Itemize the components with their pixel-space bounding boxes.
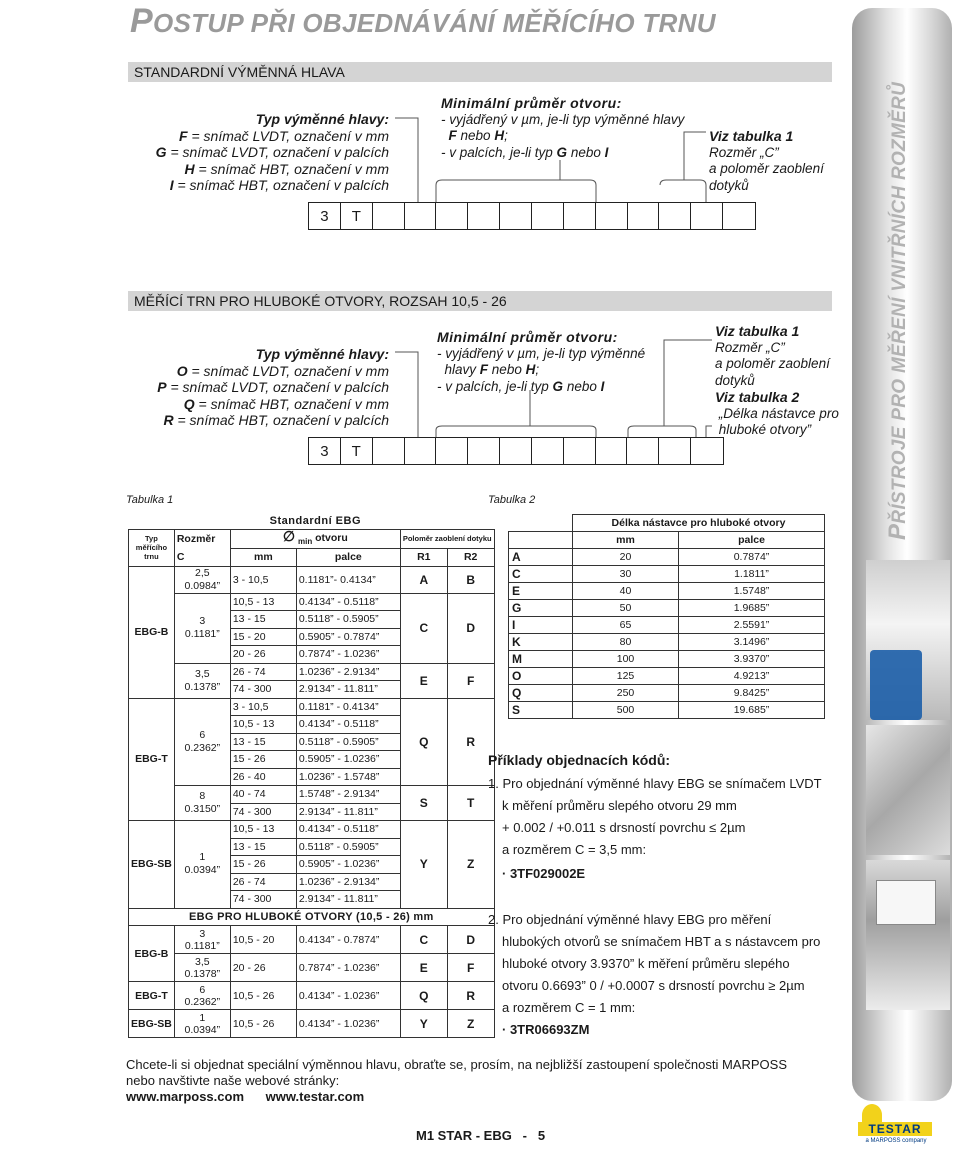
r2-cell: Z xyxy=(447,1010,494,1038)
palce-cell: 1.0236” - 2.9134” xyxy=(296,873,400,891)
mm-cell: 74 - 300 xyxy=(230,681,296,699)
palce-cell: 0.4134” - 1.0236” xyxy=(296,982,400,1010)
mm-cell: 3 - 10,5 xyxy=(230,566,296,593)
palce-cell: 4.9213” xyxy=(679,668,825,685)
mm-cell: 26 - 40 xyxy=(230,768,296,786)
c-cell: 1 0.0394” xyxy=(174,1010,230,1038)
palce-cell: 0.5118” - 0.5905” xyxy=(296,611,400,629)
mm-cell: 100 xyxy=(573,651,679,668)
col-rozmer: Rozměr xyxy=(174,530,230,549)
section-header: MĚŘÍCÍ TRN PRO HLUBOKÉ OTVORY, ROZSAH 10,5 - 26 xyxy=(128,291,832,311)
mm-cell: 13 - 15 xyxy=(230,611,296,629)
mm-cell: 10,5 - 13 xyxy=(230,716,296,734)
mm-cell: 74 - 300 xyxy=(230,803,296,821)
mm-cell: 10,5 - 13 xyxy=(230,821,296,839)
table2-caption: Tabulka 2 xyxy=(488,494,536,506)
table-row xyxy=(129,954,495,982)
r1-cell: E xyxy=(400,663,447,698)
code-cell: O xyxy=(509,668,573,685)
palce-cell: 0.4134” - 0.5118” xyxy=(296,821,400,839)
palce-cell: 2.9134” - 11.811” xyxy=(296,681,400,699)
c-cell: 3 0.1181” xyxy=(174,593,230,663)
example-1-code: · 3TF029002E xyxy=(502,866,586,881)
table-row xyxy=(509,600,825,617)
col-mm: mm xyxy=(230,549,296,567)
table1 xyxy=(128,512,495,1038)
col-mm: mm xyxy=(573,532,679,549)
section2-leader-lines xyxy=(0,300,960,440)
palce-cell: 0.4134” - 0.5118” xyxy=(296,716,400,734)
examples-title: Příklady objednacích kódů: xyxy=(488,752,671,768)
c-cell: 6 0.2362” xyxy=(174,698,230,786)
table1-title: Standardní EBG xyxy=(230,512,400,530)
mm-cell: 15 - 20 xyxy=(230,628,296,646)
section-header: STANDARDNÍ VÝMĚNNÁ HLAVA xyxy=(128,62,832,82)
mm-cell: 40 - 74 xyxy=(230,786,296,804)
table-row xyxy=(129,698,495,716)
table-row xyxy=(509,702,825,719)
table-row xyxy=(509,668,825,685)
mm-cell: 20 xyxy=(573,549,679,566)
palce-cell: 19.685” xyxy=(679,702,825,719)
col-palce: palce xyxy=(296,549,400,567)
table-row xyxy=(129,566,495,593)
c-cell: 3 0.1181” xyxy=(174,926,230,954)
marposs-link[interactable]: www.marposs.com xyxy=(126,1089,244,1104)
mm-cell: 65 xyxy=(573,617,679,634)
palce-cell: 0.5118” - 0.5905” xyxy=(296,838,400,856)
table-row xyxy=(129,926,495,954)
r2-cell: B xyxy=(447,566,494,593)
palce-cell: 0.5905” - 1.0236” xyxy=(296,856,400,874)
code-cell: E xyxy=(509,583,573,600)
palce-cell: 0.7874” xyxy=(679,549,825,566)
palce-cell: 0.5905” - 1.0236” xyxy=(296,751,400,769)
palce-cell: 3.1496” xyxy=(679,634,825,651)
palce-cell: 3.9370” xyxy=(679,651,825,668)
table-row xyxy=(129,786,495,804)
col-palce: palce xyxy=(679,532,825,549)
c-cell: 6 0.2362” xyxy=(174,982,230,1010)
col-typ: Typ měřícího trnu xyxy=(129,530,175,567)
table-row xyxy=(509,617,825,634)
testar-link[interactable]: www.testar.com xyxy=(265,1089,365,1104)
palce-cell: 0.4134” - 0.5118” xyxy=(296,593,400,611)
table-row xyxy=(129,593,495,611)
col-c: C xyxy=(174,549,230,567)
code-cell: G xyxy=(509,600,573,617)
r1-cell: A xyxy=(400,566,447,593)
testar-logo: TESTAR a MARPOSS company xyxy=(856,1104,936,1150)
mm-cell: 15 - 26 xyxy=(230,856,296,874)
table2 xyxy=(508,514,825,719)
mm-cell: 10,5 - 20 xyxy=(230,926,296,954)
palce-cell: 2.5591” xyxy=(679,617,825,634)
code-cell: I xyxy=(509,617,573,634)
table-row xyxy=(129,982,495,1010)
r1-cell: Q xyxy=(400,982,447,1010)
head-type-legend: Typ výměnné hlavy: O = snímač LVDT, označení v mm P = snímač LVDT, označení v palcích Q = snímač HBT, označení v mm R = snímač HBT, označení v palcích xyxy=(157,346,389,428)
col-polomer: Poloměr zaoblení dotyku xyxy=(400,530,494,549)
mm-cell: 500 xyxy=(573,702,679,719)
r2-cell: F xyxy=(447,954,494,982)
palce-cell: 1.5748” xyxy=(679,583,825,600)
typ-cell: EBG-T xyxy=(129,698,175,821)
r2-cell: Z xyxy=(447,821,494,909)
palce-cell: 0.5118” - 0.5905” xyxy=(296,733,400,751)
r1-cell: Q xyxy=(400,698,447,786)
deep-holes-header: EBG PRO HLUBOKÉ OTVORY (10,5 - 26) mm xyxy=(129,908,495,926)
see-table-note: Viz tabulka 1 Rozměr „C” a poloměr zaoblení dotyků xyxy=(709,128,824,193)
mm-cell: 30 xyxy=(573,566,679,583)
palce-cell: 9.8425” xyxy=(679,685,825,702)
table-row xyxy=(509,634,825,651)
mm-cell: 125 xyxy=(573,668,679,685)
table-row xyxy=(509,549,825,566)
mm-cell: 20 - 26 xyxy=(230,954,296,982)
mm-cell: 50 xyxy=(573,600,679,617)
table-row xyxy=(509,583,825,600)
typ-cell: EBG-SB xyxy=(129,1010,175,1038)
c-cell: 2,5 0.0984” xyxy=(174,566,230,593)
palce-cell: 0.4134” - 0.7874” xyxy=(296,926,400,954)
palce-cell: 1.0236” - 1.5748” xyxy=(296,768,400,786)
palce-cell: 0.5905” - 0.7874” xyxy=(296,628,400,646)
r2-cell: R xyxy=(447,698,494,786)
col-r1: R1 xyxy=(400,549,447,567)
code-cell: M xyxy=(509,651,573,668)
table-row xyxy=(129,663,495,681)
example-2: 2. Pro objednání výměnné hlavy EBG pro měření hlubokých otvorů se snímačem HBT a s nástavcem pro hluboké otvory 3.9370” k měření průměru slepého otvoru 0.6693” 0 / +0.0007 s drsností povrchu ≥ 2µm a rozměrem C = 1 mm: · 3TR06693ZM xyxy=(488,909,820,1041)
r2-cell: D xyxy=(447,926,494,954)
order-code-boxes: 3 T xyxy=(308,202,756,230)
mm-cell: 26 - 74 xyxy=(230,663,296,681)
code-cell: K xyxy=(509,634,573,651)
code-cell: S xyxy=(509,702,573,719)
mm-cell: 40 xyxy=(573,583,679,600)
mm-cell: 26 - 74 xyxy=(230,873,296,891)
mm-cell: 250 xyxy=(573,685,679,702)
table-row xyxy=(129,1010,495,1038)
head-type-legend: Typ výměnné hlavy: F = snímač LVDT, označení v mm G = snímač LVDT, označení v palcích H = snímač HBT, označení v mm I = snímač HBT, označení v palcích xyxy=(155,111,389,193)
see-table-note: Viz tabulka 1 Rozměr „C” a poloměr zaoblení dotyků Viz tabulka 2 „Délka nástavce pro hluboké otvory” xyxy=(715,323,839,437)
palce-cell: 0.1181”- 0.4134” xyxy=(296,566,400,593)
table2-title: Délka nástavce pro hluboké otvory xyxy=(573,515,825,532)
palce-cell: 2.9134” - 11.811” xyxy=(296,803,400,821)
table-row xyxy=(509,566,825,583)
product-photo-collage xyxy=(866,560,950,1010)
table1-caption: Tabulka 1 xyxy=(126,494,174,506)
contact-note: Chcete-li si objednat speciální výměnnou hlavu, obraťte se, prosím, na nejbližší zastoupení společnosti MARPOSS nebo navštivte naše webové stránky: www.marposs.com www.testar.com xyxy=(126,1057,787,1104)
palce-cell: 1.9685” xyxy=(679,600,825,617)
c-cell: 3,5 0.1378” xyxy=(174,663,230,698)
palce-cell: 0.4134” - 1.0236” xyxy=(296,1010,400,1038)
r2-cell: T xyxy=(447,786,494,821)
code-cell: A xyxy=(509,549,573,566)
r1-cell: C xyxy=(400,593,447,663)
r1-cell: Y xyxy=(400,821,447,909)
c-cell: 1 0.0394” xyxy=(174,821,230,909)
r2-cell: F xyxy=(447,663,494,698)
r2-cell: D xyxy=(447,593,494,663)
col-r2: R2 xyxy=(447,549,494,567)
min-diameter-note: Minimální průměr otvoru: - vyjádřený v µm, je-li typ výměnné hlavy F nebo H; - v palcích, je-li typ G nebo I xyxy=(437,329,646,394)
palce-cell: 0.7874” - 1.0236” xyxy=(296,954,400,982)
order-code-boxes: 3 T xyxy=(308,437,724,465)
example-1: 1. Pro objednání výměnné hlavy EBG se snímačem LVDT k měření průměru slepého otvoru 29 mm + 0.002 / +0.011 s drsností povrchu ≤ 2µm a rozměrem C = 3,5 mm: · 3TF029002E xyxy=(488,773,822,885)
palce-cell: 1.1811” xyxy=(679,566,825,583)
r1-cell: Y xyxy=(400,1010,447,1038)
mm-cell: 15 - 26 xyxy=(230,751,296,769)
mm-cell: 10,5 - 13 xyxy=(230,593,296,611)
mm-cell: 20 - 26 xyxy=(230,646,296,664)
table-row xyxy=(509,651,825,668)
mm-cell: 80 xyxy=(573,634,679,651)
page-footer: M1 STAR - EBG - 5 xyxy=(416,1128,546,1143)
r1-cell: E xyxy=(400,954,447,982)
r1-cell: C xyxy=(400,926,447,954)
section1-leader-lines xyxy=(0,0,960,300)
c-cell: 3,5 0.1378” xyxy=(174,954,230,982)
min-diameter-note: Minimální průměr otvoru: - vyjádřený v µm, je-li typ výměnné hlavy F nebo H; - v palcích, je-li typ G nebo I xyxy=(441,95,685,160)
table-row xyxy=(129,821,495,839)
mm-cell: 13 - 15 xyxy=(230,733,296,751)
typ-cell: EBG-B xyxy=(129,566,175,698)
code-cell: C xyxy=(509,566,573,583)
table-row xyxy=(509,685,825,702)
r1-cell: S xyxy=(400,786,447,821)
sidebar-title: PŘÍSTROJE PRO MĚŘENÍ VNITŘNÍCH ROZMĚRŮ xyxy=(884,81,911,540)
code-cell: Q xyxy=(509,685,573,702)
col-otvoru: ∅ $_{min}$ otvoru xyxy=(230,530,400,549)
palce-cell: 0.1181” - 0.4134” xyxy=(296,698,400,716)
mm-cell: 74 - 300 xyxy=(230,891,296,909)
example-2-code: · 3TR06693ZM xyxy=(502,1022,590,1037)
r2-cell: R xyxy=(447,982,494,1010)
c-cell: 8 0.3150” xyxy=(174,786,230,821)
typ-cell: EBG-B xyxy=(129,926,175,982)
mm-cell: 10,5 - 26 xyxy=(230,1010,296,1038)
typ-cell: EBG-SB xyxy=(129,821,175,909)
palce-cell: 2.9134” - 11.811” xyxy=(296,891,400,909)
mm-cell: 10,5 - 26 xyxy=(230,982,296,1010)
palce-cell: 0.7874” - 1.0236” xyxy=(296,646,400,664)
mm-cell: 13 - 15 xyxy=(230,838,296,856)
page-title: POSTUP PŘI OBJEDNÁVÁNÍ MĚŘÍCÍHO TRNU xyxy=(130,2,716,40)
mm-cell: 3 - 10,5 xyxy=(230,698,296,716)
palce-cell: 1.0236” - 2.9134” xyxy=(296,663,400,681)
typ-cell: EBG-T xyxy=(129,982,175,1010)
palce-cell: 1.5748” - 2.9134” xyxy=(296,786,400,804)
